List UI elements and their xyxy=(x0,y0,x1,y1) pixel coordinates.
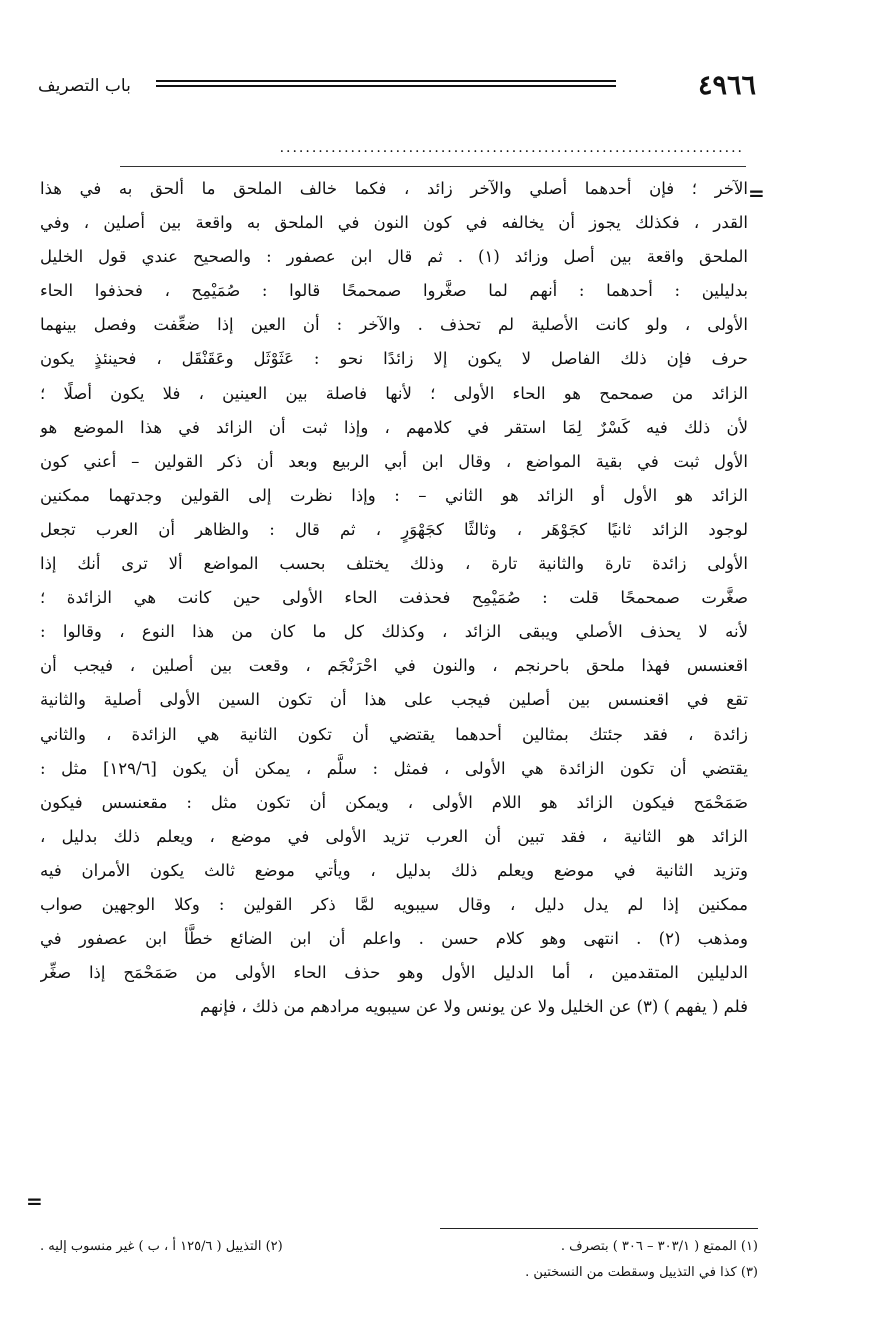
text-line: القدر ، فكذلك يجوز أن يخالفه في كون النون في الملحق به واقعة بين أصلين ، وفي xyxy=(40,213,748,233)
text-line: الأولى زائدة تارة والثانية تارة ، وذلك يختلف بحسب المواضع ألا ترى أنك إذا xyxy=(40,554,748,574)
footnote-1: (١) الممتع ( ٣٠٣/١ – ٣٠٦ ) بتصرف . xyxy=(560,1239,758,1254)
page-header xyxy=(38,66,756,106)
text-line: لأنه لا يحذف الأصلي ويبقى الزائد ، وكذلك كل ما كان من هذا النوع ، وقالوا : xyxy=(40,622,748,642)
text-line: اقعنسس فهذا ملحق باحرنجم ، والنون في احْرَنْجَم ، وقعت بين أصلين ، فيجب أن xyxy=(40,656,748,676)
text-line: الأولى ، ولو كانت الأصلية لم تحذف . والآخر : أن العين إذا ضعِّفت وفصل بينهما xyxy=(40,315,748,335)
text-line: صغَّرت صمحمحًا قلت : صُمَيْمِح فحذفت الحاء الأولى حين كانت هي الزائدة ؛ xyxy=(40,588,748,608)
text-line: لوجود الزائد ثانيًا كجَوْهَر ، وثالثًا كجَهْوَرٍ ، ثم قال : والظاهر أن العرب تجعل xyxy=(40,519,748,539)
body-text xyxy=(40,172,748,1024)
text-line: صَمَحْمَح فيكون الزائد هو اللام الأولى ، ويمكن أن تكون مثل : مقعنسس فيكون xyxy=(40,792,748,812)
continuation-mark-start: = xyxy=(748,181,765,205)
text-line: زائدة ، فقد جئتك بمثالين أحدهما يقتضي أن تكون الثانية هي الزائدة ، والثاني xyxy=(40,724,748,744)
text-line: بدليلين : أحدهما : أنهم لما صغَّروا صمحمحًا قالوا : صُمَيْمِح ، فحذفوا الحاء xyxy=(40,281,748,301)
page-number: ٤٩٦٦ xyxy=(697,70,756,101)
chapter-title: باب التصريف xyxy=(38,76,131,96)
text-line: الآخر ؛ فإن أحدهما أصلي والآخر زائد ، فكما خالف الملحق ما ألحق به في هذا xyxy=(40,179,748,198)
text-line: الزائد من صمحمح هو الحاء الأولى ؛ لأنها فاصلة بين العينين ، فلا يكون أصلًا ؛ xyxy=(40,383,748,403)
text-line: وتزيد الثانية في موضع ويعلم ذلك بدليل ، ويأتي موضع ثالث يكون الأمران فيه xyxy=(40,860,748,880)
text-line: يقتضي أن تكون الزائدة هي الأولى ، فمثل : سلَّم ، يمكن أن يكون [١٢٩/٦] مثل : xyxy=(40,758,748,778)
text-line: ومذهب (٢) . انتهى وهو كلام حسن . واعلم أن ابن الضائع خطَّأ ابن عصفور في xyxy=(40,929,748,949)
header-double-rule xyxy=(156,80,616,87)
text-line: الأول ثبت في بقية المواضع ، وقال ابن أبي الربيع وبعد أن ذكر القولين – أعني كون xyxy=(40,451,748,471)
text-line: فلم ( يفهم ) (٣) عن الخليل ولا عن يونس ولا عن سيبويه مرادهم من ذلك ، فإنهم xyxy=(200,997,748,1017)
text-line: الزائد هو الثانية ، فقد تبين أن العرب تزيد الأولى في موضع ، ويعلم ذلك بدليل ، xyxy=(40,826,748,846)
text-line: ممكنين إذا لم يدل دليل ، وقال سيبويه لمَّا ذكر القولين : وكلا الوجهين صواب xyxy=(40,894,748,914)
text-line: لأن ذلك فيه كَسْرٌ لِمَا استقر في كلامهم ، وإذا ثبت أن الزائد في هذا الموضع هو xyxy=(40,417,748,437)
text-line: الزائد هو الأول أو الزائد هو الثاني – : وإذا نظرت إلى القولين وجدتهما ممكنين xyxy=(40,485,748,505)
footnote-2: (٢) التذييل ( ١٢٥/٦ أ ، ب ) غير منسوب إليه . xyxy=(40,1239,283,1254)
continuation-mark-end: = xyxy=(26,1189,43,1213)
text-line: الدليلين المتقدمين ، أما الدليل الأول وهو حذف الحاء الأولى من صَمَحْمَح إذا صغِّر xyxy=(40,963,748,983)
separator-rule xyxy=(120,166,746,167)
footnotes xyxy=(40,1234,758,1286)
footnote-rule xyxy=(440,1228,758,1229)
footnote-3: (٣) كذا في التذييل وسقطت من النسختين . xyxy=(525,1265,758,1280)
text-line: الملحق واقعة بين أصل وزائد (١) . ثم قال ابن عصفور : والصحيح عندي قول الخليل xyxy=(40,247,748,267)
text-line: حرف فإن ذلك الفاصل لا يكون إلا زائدًا نحو : عَثَوْثَل وعَقَنْقَل ، فحينئذٍ يكون xyxy=(40,349,748,369)
separator-dots: ........................................................................ xyxy=(279,140,744,156)
text-line: تقع في اقعنسس بين أصلين فيجب على هذا أن تكون السين الأولى أصلية والثانية xyxy=(40,690,748,710)
